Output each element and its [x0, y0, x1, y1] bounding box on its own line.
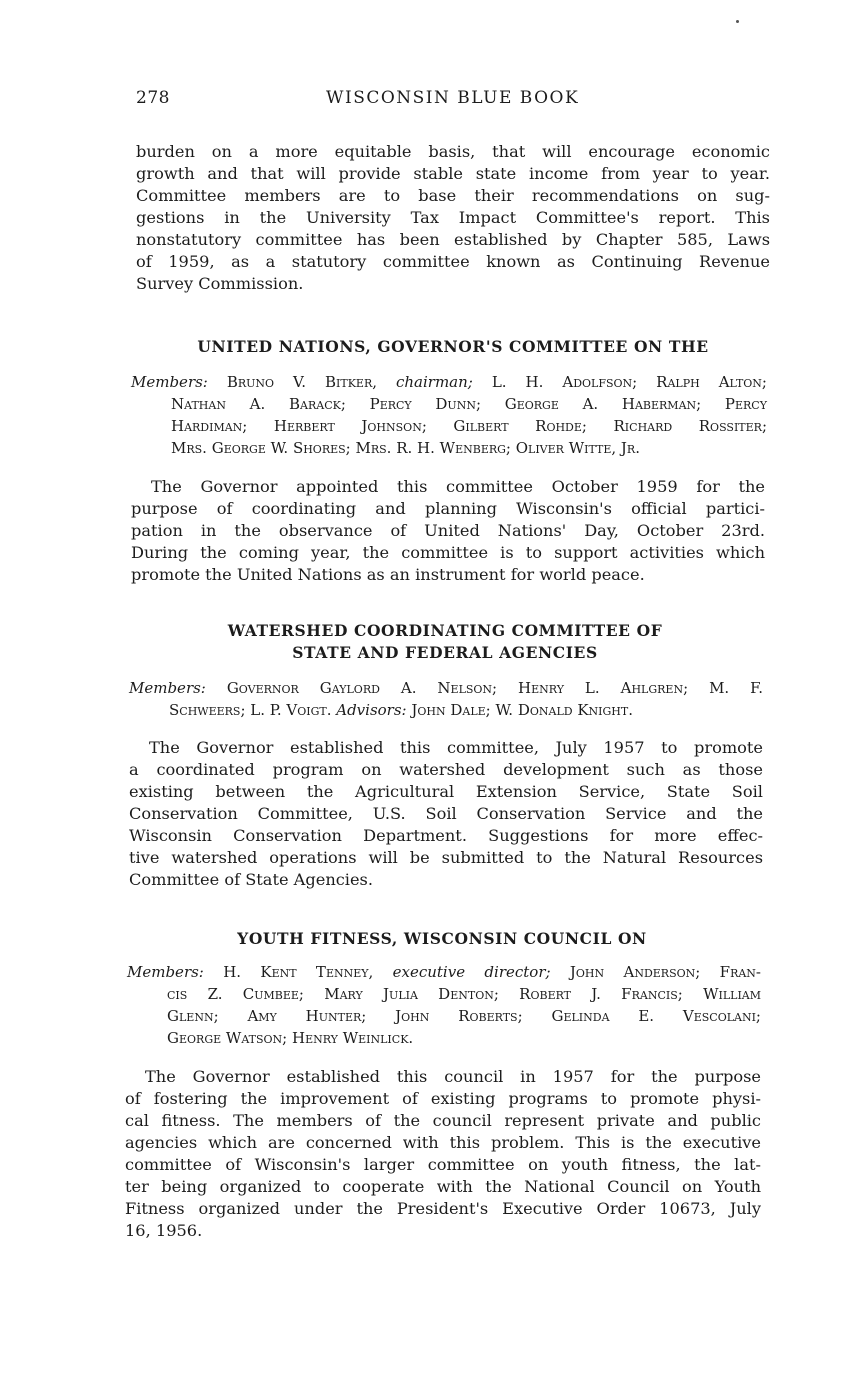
- member-names: George Watson; Henry Weinlick.: [167, 1029, 414, 1047]
- book-title: WISCONSIN BLUE BOOK: [326, 88, 580, 108]
- paragraph-line: pation in the observance of United Nations' Day, October 23rd.: [131, 521, 765, 540]
- heading-line: STATE AND FEDERAL AGENCIES: [292, 643, 598, 662]
- members-line: [131, 437, 767, 459]
- member-names: Mrs. George W. Shores; Mrs. R. H. Wenberg; Oliver Witte, Jr.: [171, 439, 640, 457]
- section-heading-youth-fitness: [140, 928, 744, 950]
- paragraph-line: Conservation Committee, U.S. Soil Conservation Service and the: [129, 804, 763, 823]
- paragraph-line: ter being organized to cooperate with the National Council on Youth: [125, 1177, 761, 1196]
- section-heading-watershed: [140, 620, 750, 664]
- section-body-youth-fitness: [125, 1066, 761, 1242]
- paragraph-line: Committee of State Agencies.: [129, 870, 374, 889]
- heading-line: UNITED NATIONS, GOVERNOR'S COMMITTEE ON THE: [197, 337, 709, 356]
- members-line: [129, 699, 763, 721]
- intro-paragraph: [136, 141, 770, 295]
- running-head: [136, 88, 772, 114]
- paragraph-line: purpose of coordinating and planning Wisconsin's official partici-: [131, 499, 765, 518]
- member-names: Nathan A. Barack; Percy Dunn; George A. Haberman; Percy: [171, 395, 767, 413]
- members-label: Members:: [131, 373, 227, 391]
- paragraph-line: burden on a more equitable basis, that will encourage economic: [136, 142, 770, 161]
- paragraph-line: tive watershed operations will be submitted to the Natural Resources: [129, 848, 763, 867]
- paragraph-line: of fostering the improvement of existing programs to promote physi-: [125, 1089, 761, 1108]
- paragraph-line: existing between the Agricultural Extension Service, State Soil: [129, 782, 763, 801]
- members-line: [131, 371, 767, 393]
- section-heading-united-nations: [140, 336, 766, 358]
- members-line: [127, 1005, 761, 1027]
- paragraph-line: gestions in the University Tax Impact Committee's report. This: [136, 208, 770, 227]
- members-list-united-nations: [131, 371, 767, 459]
- members-line: [127, 961, 761, 983]
- members-list-youth-fitness: [127, 961, 761, 1049]
- members-line: [127, 1027, 761, 1049]
- member-names: Hardiman; Herbert Johnson; Gilbert Rohde; Richard Rossiter;: [171, 417, 767, 435]
- members-line: [127, 983, 761, 1005]
- member-role: chairman;: [395, 373, 473, 391]
- paragraph-line: Wisconsin Conservation Department. Suggestions for more effec-: [129, 826, 763, 845]
- paragraph-line: 16, 1956.: [125, 1221, 203, 1240]
- paragraph-line: agencies which are concerned with this problem. This is the executive: [125, 1133, 761, 1152]
- paragraph-line: nonstatutory committee has been established by Chapter 585, Laws: [136, 230, 770, 249]
- member-names: L. H. Adolfson; Ralph Alton;: [472, 373, 767, 391]
- member-names: Bruno V. Bitker,: [226, 373, 396, 391]
- paragraph-line: The Governor established this committee, July 1957 to promote: [149, 738, 763, 757]
- members-label: Members:: [127, 963, 224, 981]
- paragraph-line: a coordinated program on watershed development such as those: [129, 760, 763, 779]
- member-role: Advisors:: [336, 701, 407, 719]
- member-role: executive director;: [392, 963, 551, 981]
- paragraph-line: Survey Commission.: [136, 274, 304, 293]
- member-names: cis Z. Cumbee; Mary Julia Denton; Robert J. Francis; William: [167, 985, 761, 1003]
- member-names: Governor Gaylord A. Nelson; Henry L. Ahlgren; M. F.: [226, 679, 763, 697]
- member-names: H. Kent Tenney,: [223, 963, 393, 981]
- scan-speck: [736, 20, 739, 23]
- member-names: Glenn; Amy Hunter; John Roberts; Gelinda E. Vescolani;: [167, 1007, 761, 1025]
- paragraph-line: growth and that will provide stable state income from year to year.: [136, 164, 770, 183]
- paragraph-line: of 1959, as a statutory committee known as Continuing Revenue: [136, 252, 770, 271]
- paragraph-line: The Governor established this council in 1957 for the purpose: [145, 1067, 761, 1086]
- paragraph-line: The Governor appointed this committee October 1959 for the: [151, 477, 765, 496]
- heading-line: YOUTH FITNESS, WISCONSIN COUNCIL ON: [237, 929, 647, 948]
- paragraph-line: cal fitness. The members of the council represent private and public: [125, 1111, 761, 1130]
- paragraph-line: committee of Wisconsin's larger committee on youth fitness, the lat-: [125, 1155, 761, 1174]
- members-list-watershed: [129, 677, 763, 721]
- section-body-watershed: [129, 737, 763, 891]
- member-names: Schweers; L. P. Voigt.: [169, 701, 337, 719]
- members-line: [131, 393, 767, 415]
- member-names: John Dale; W. Donald Knight.: [406, 701, 634, 719]
- paragraph-line: Fitness organized under the President's Executive Order 10673, July: [125, 1199, 761, 1218]
- members-line: [131, 415, 767, 437]
- paragraph-line: promote the United Nations as an instrument for world peace.: [131, 565, 645, 584]
- member-names: John Anderson; Fran-: [550, 963, 761, 981]
- paragraph-line: Committee members are to base their recommendations on sug-: [136, 186, 770, 205]
- members-label: Members:: [129, 679, 227, 697]
- paragraph-line: During the coming year, the committee is to support activities which: [131, 543, 765, 562]
- members-line: [129, 677, 763, 699]
- page-number: 278: [136, 88, 170, 108]
- heading-line: WATERSHED COORDINATING COMMITTEE OF: [227, 621, 663, 640]
- section-body-united-nations: [131, 476, 765, 586]
